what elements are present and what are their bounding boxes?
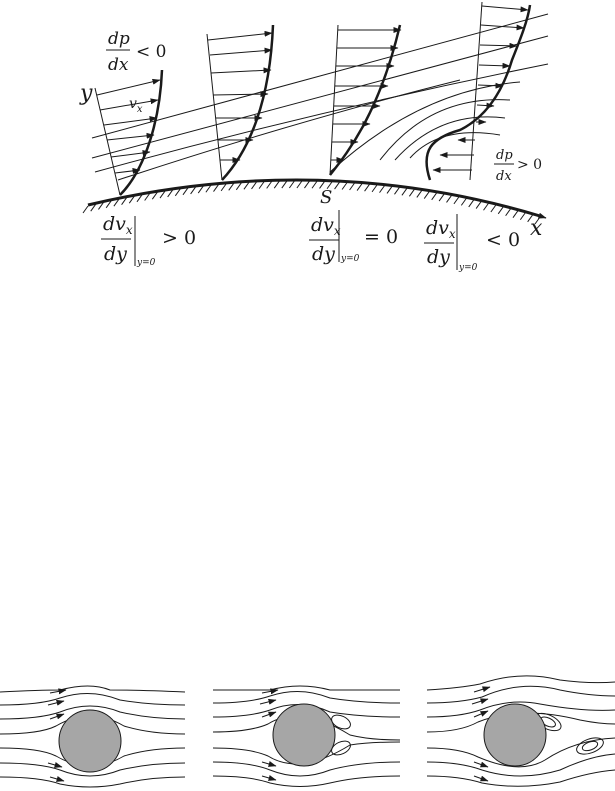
hatch-tick: [461, 198, 466, 205]
hatch-tick: [289, 181, 294, 188]
hatch-tick: [454, 197, 459, 204]
hatch-tick: [342, 183, 347, 190]
cylinder-body: [59, 710, 121, 772]
y-axis-label: y: [80, 81, 93, 106]
separation-point-label: S: [320, 187, 333, 208]
velocity-profile-3: [330, 25, 401, 175]
cylinder-flow-1: [0, 686, 185, 787]
hatch-tick: [439, 194, 444, 201]
svg-text:dx: dx: [108, 55, 129, 75]
hatch-tick: [409, 189, 414, 196]
velocity-profile-4: [427, 2, 530, 180]
svg-text:dy: dy: [427, 246, 450, 268]
hatch-tick: [387, 186, 392, 193]
svg-text:y=0: y=0: [137, 258, 156, 268]
svg-text:dy: dy: [104, 243, 127, 265]
velocity-label: $v_x$: [129, 96, 143, 115]
vortex-lower: [574, 735, 605, 758]
hatch-tick: [372, 185, 377, 192]
hatch-tick: [432, 193, 437, 200]
hatch-tick: [365, 184, 370, 191]
hatch-tick: [312, 181, 317, 188]
hatch-tick: [491, 205, 496, 212]
svg-text:dvx: $dv_x$: [426, 217, 456, 241]
hatch-tick: [484, 203, 489, 210]
hatch-tick: [83, 206, 88, 213]
svg-text:> 0: > 0: [162, 227, 197, 249]
svg-text:y=0: y=0: [459, 263, 478, 273]
hatch-tick: [520, 213, 525, 220]
wall-condition-1: [101, 213, 196, 268]
hatch-tick: [506, 209, 511, 216]
hatch-tick: [335, 182, 340, 189]
x-axis-label: x: [530, 216, 543, 241]
hatch-tick: [469, 200, 474, 207]
svg-text:dp: dp: [108, 29, 130, 49]
cylinder-flow-3: [427, 676, 615, 786]
boundary-layer-figure: [79, 2, 548, 273]
hatch-tick: [304, 181, 309, 188]
velocity-profile-2: [207, 25, 273, 180]
pressure-gradient-adverse: [494, 148, 542, 184]
svg-text:y=0: y=0: [341, 254, 360, 264]
hatch-tick: [380, 186, 385, 193]
svg-text:dx: dx: [496, 169, 512, 184]
hatch-tick: [350, 183, 355, 190]
hatch-tick: [198, 186, 203, 193]
hatch-tick: [447, 195, 452, 202]
svg-text:= 0: = 0: [364, 226, 399, 248]
hatch-tick: [282, 181, 287, 188]
cylinder-body: [273, 704, 335, 766]
svg-text:dp: dp: [496, 148, 513, 163]
svg-text:dvx: $dv_x$: [311, 214, 341, 238]
svg-text:dy: dy: [312, 243, 335, 265]
hatch-tick: [513, 211, 518, 218]
cylinder-flow-2: [213, 686, 400, 787]
hatch-tick: [244, 182, 249, 189]
hatch-tick: [252, 182, 257, 189]
svg-text:dvx: $dv_x$: [103, 213, 133, 237]
wall-condition-2: [309, 210, 398, 265]
svg-text:< 0: < 0: [486, 229, 521, 251]
hatch-tick: [191, 187, 196, 194]
hatch-tick: [206, 185, 211, 192]
hatch-tick: [424, 192, 429, 199]
cylinder-body: [484, 704, 546, 766]
hatch-tick: [498, 207, 503, 214]
hatch-tick: [267, 181, 272, 188]
hatch-tick: [236, 183, 241, 190]
hatch-tick: [274, 181, 279, 188]
hatch-tick: [357, 184, 362, 191]
hatch-tick: [259, 182, 264, 189]
hatch-tick: [394, 187, 399, 194]
hatch-tick: [417, 190, 422, 197]
hatch-tick: [476, 202, 481, 209]
pressure-gradient-favorable: [106, 29, 166, 75]
hatch-tick: [297, 181, 302, 188]
svg-text:< 0: < 0: [136, 42, 167, 62]
hatch-tick: [221, 184, 226, 191]
hatch-tick: [214, 185, 219, 192]
hatch-tick: [402, 188, 407, 195]
svg-text:> 0: > 0: [517, 157, 543, 173]
wall-condition-3: [424, 214, 520, 273]
hatch-tick: [229, 183, 234, 190]
